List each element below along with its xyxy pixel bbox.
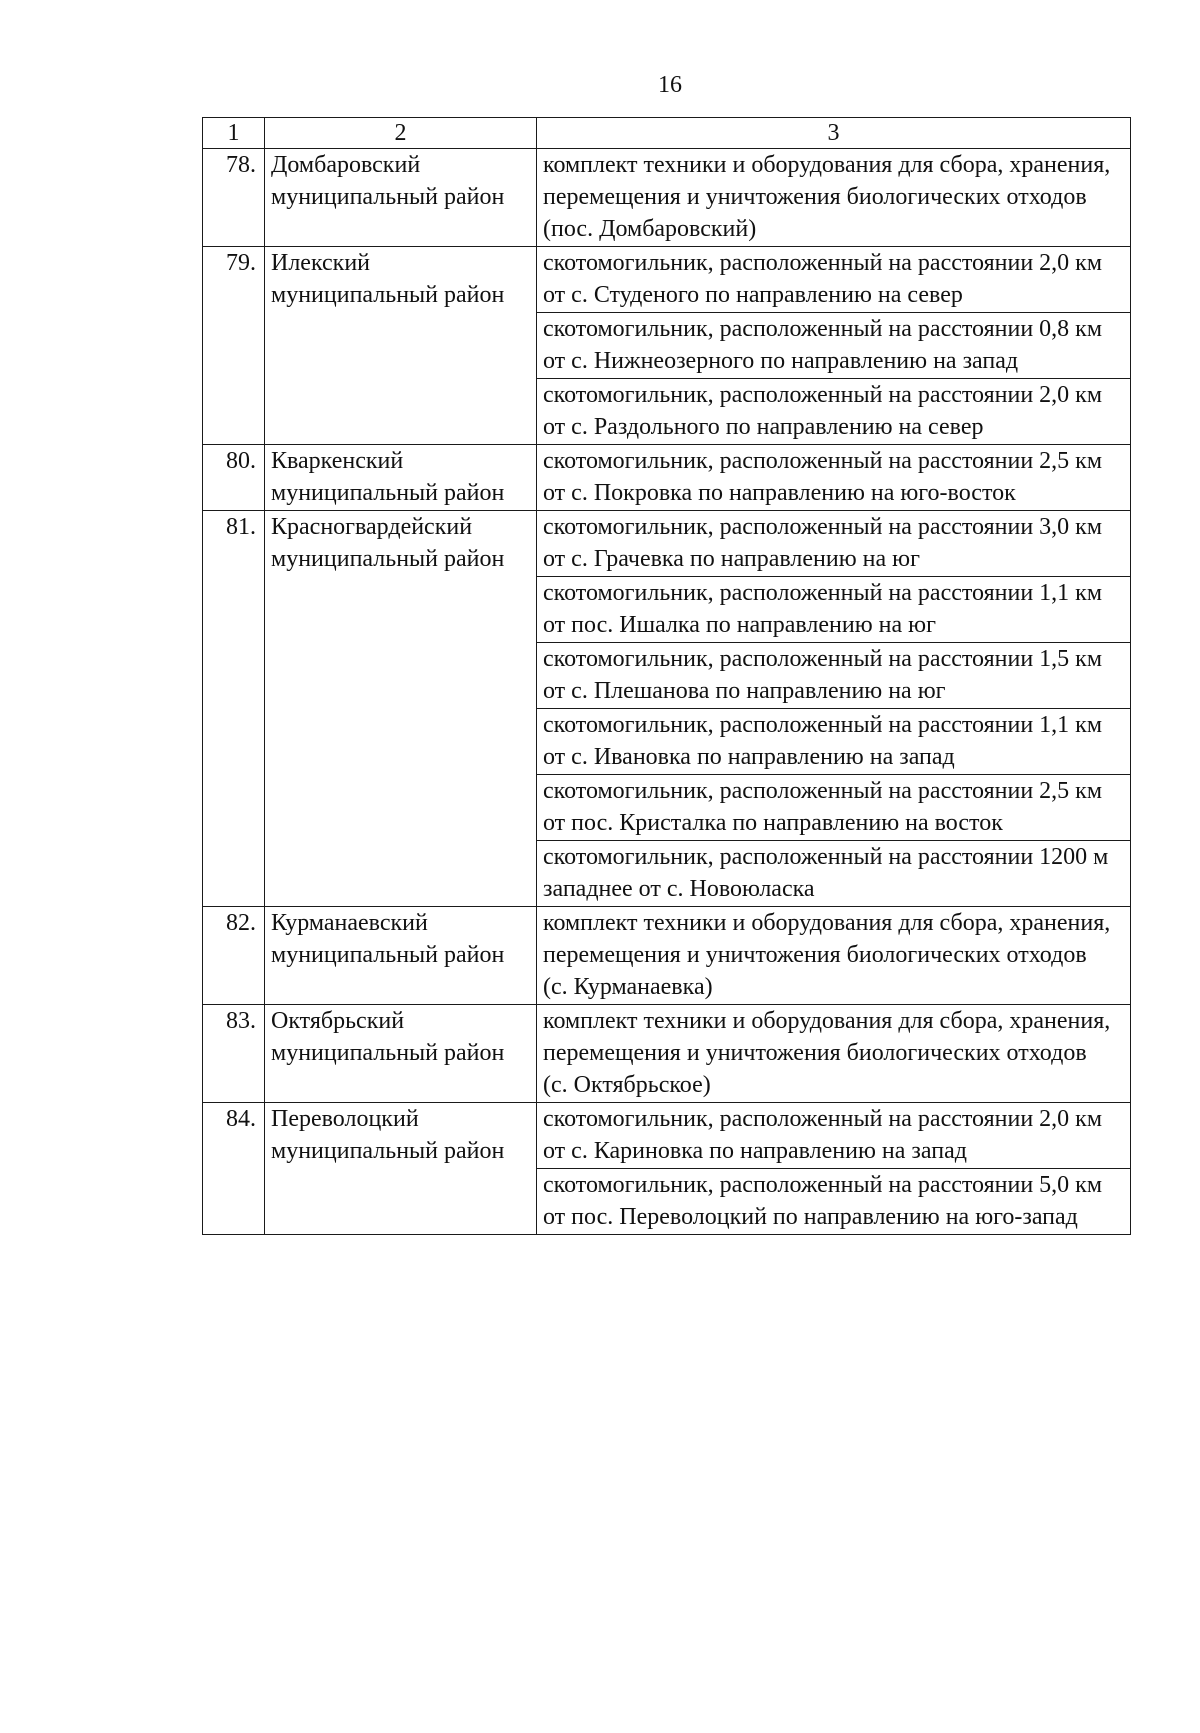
site-text: скотомогильник, расположенный на расстоянии 2,5 км от с. Покровка по направлению на юго-восток — [543, 448, 1103, 506]
site-description — [537, 1169, 1131, 1235]
header-col-2: 2 — [265, 118, 537, 149]
site-description — [537, 643, 1131, 709]
district-name: Переволоцкий муниципальный район — [265, 1103, 537, 1235]
site-description — [537, 445, 1131, 511]
site-text: скотомогильник, расположенный на расстоянии 2,0 км от с. Студеного по направлению на север — [543, 250, 1103, 308]
table-row — [203, 907, 1131, 1005]
site-location: (с. Курманаевка) — [543, 974, 713, 1000]
row-number: 79. — [203, 247, 265, 445]
table-body — [203, 149, 1131, 1235]
site-description — [537, 907, 1131, 1005]
table-row — [203, 149, 1131, 247]
site-text: скотомогильник, расположенный на расстоянии 1,1 км от пос. Ишалка по направлению на юг — [543, 580, 1103, 638]
site-text: скотомогильник, расположенный на расстоянии 1,5 км от с. Плешанова по направлению на юг — [543, 646, 1103, 704]
header-col-3: 3 — [537, 118, 1131, 149]
site-description — [537, 313, 1131, 379]
district-name: Домбаровский муниципальный район — [265, 149, 537, 247]
site-description — [537, 775, 1131, 841]
site-text: скотомогильник, расположенный на расстоянии 2,0 км от с. Кариновка по направлению на запад — [543, 1106, 1103, 1164]
district-name: Кваркенский муниципальный район — [265, 445, 537, 511]
district-name: Илекский муниципальный район — [265, 247, 537, 445]
table-row — [203, 511, 1131, 577]
page-number: 16 — [658, 72, 682, 98]
table-row — [203, 1005, 1131, 1103]
site-description — [537, 149, 1131, 247]
site-description — [537, 1005, 1131, 1103]
table-row — [203, 1103, 1131, 1169]
site-text: скотомогильник, расположенный на расстоянии 1,1 км от с. Ивановка по направлению на запад — [543, 712, 1103, 770]
row-number: 80. — [203, 445, 265, 511]
site-text: комплект техники и оборудования для сбора, хранения, перемещения и уничтожения биологических отходов — [543, 152, 1111, 210]
site-location: (пос. Домбаровский) — [543, 216, 757, 242]
site-text: комплект техники и оборудования для сбора, хранения, перемещения и уничтожения биологических отходов — [543, 910, 1111, 968]
row-number: 81. — [203, 511, 265, 907]
site-description — [537, 577, 1131, 643]
site-description — [537, 379, 1131, 445]
site-description — [537, 247, 1131, 313]
header-row — [203, 118, 1131, 149]
site-text: скотомогильник, расположенный на расстоянии 1200 м западнее от с. Новоюласка — [543, 844, 1109, 902]
site-text: комплект техники и оборудования для сбора, хранения, перемещения и уничтожения биологических отходов — [543, 1008, 1111, 1066]
district-name: Октябрьский муниципальный район — [265, 1005, 537, 1103]
site-text: скотомогильник, расположенный на расстоянии 2,5 км от пос. Кристалка по направлению на восток — [543, 778, 1103, 836]
table-row — [203, 445, 1131, 511]
site-text: скотомогильник, расположенный на расстоянии 5,0 км от пос. Переволоцкий по направлению на юго-запад — [543, 1172, 1103, 1230]
district-name: Курманаевский муниципальный район — [265, 907, 537, 1005]
table-header — [203, 118, 1131, 149]
row-number: 84. — [203, 1103, 265, 1235]
site-text: скотомогильник, расположенный на расстоянии 0,8 км от с. Нижнеозерного по направлению на запад — [543, 316, 1103, 374]
row-number: 82. — [203, 907, 265, 1005]
site-text: скотомогильник, расположенный на расстоянии 3,0 км от с. Грачевка по направлению на юг — [543, 514, 1103, 572]
registry-table — [202, 117, 1131, 1235]
table-row — [203, 247, 1131, 313]
site-location: (с. Октябрьское) — [543, 1072, 711, 1098]
header-col-1: 1 — [203, 118, 265, 149]
row-number: 78. — [203, 149, 265, 247]
site-description — [537, 841, 1131, 907]
site-description — [537, 709, 1131, 775]
district-name: Красногвардейский муниципальный район — [265, 511, 537, 907]
site-description — [537, 1103, 1131, 1169]
site-description — [537, 511, 1131, 577]
site-text: скотомогильник, расположенный на расстоянии 2,0 км от с. Раздольного по направлению на север — [543, 382, 1103, 440]
row-number: 83. — [203, 1005, 265, 1103]
